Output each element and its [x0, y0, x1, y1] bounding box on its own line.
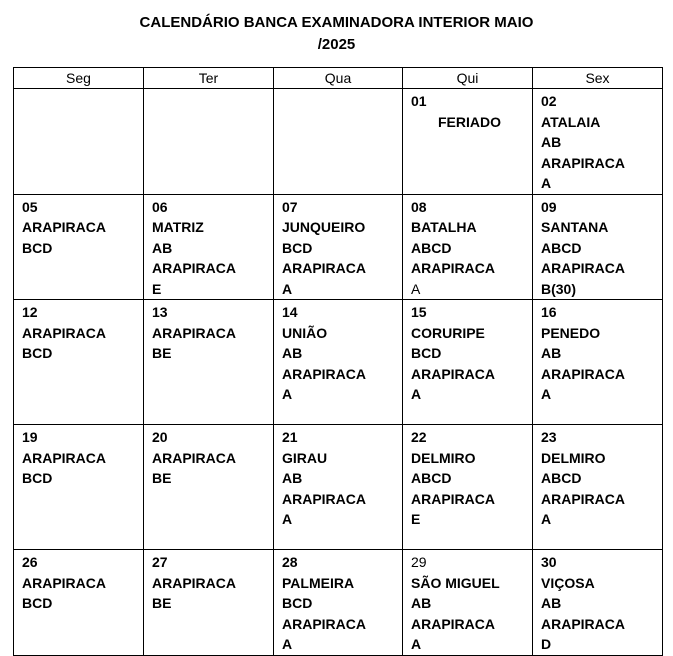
day-cell — [403, 300, 533, 425]
day-location: PENEDO — [541, 324, 601, 341]
day-number: 05 — [22, 198, 38, 215]
day-number: 14 — [282, 304, 298, 320]
day-location: CORURIPE — [411, 324, 485, 341]
day-groups: AB — [282, 345, 303, 361]
day-secondary-group: A — [541, 511, 552, 527]
title-line-2: /2025 — [317, 36, 356, 53]
day-location: ARAPIRACA — [22, 219, 106, 235]
day-cell — [274, 194, 403, 300]
day-groups: BCD — [282, 595, 313, 611]
day-location: MATRIZ — [152, 219, 204, 235]
day-secondary-location: ARAPIRACA — [541, 490, 625, 507]
day-groups: BCD — [22, 470, 53, 486]
page-title — [0, 12, 673, 56]
day-groups: AB — [541, 595, 562, 611]
day-secondary-location: ARAPIRACA — [411, 365, 495, 382]
day-location: ARAPIRACA — [152, 574, 236, 591]
week-row-2 — [14, 194, 663, 300]
day-secondary-location: ARAPIRACA — [411, 615, 495, 632]
day-cell — [274, 89, 403, 195]
day-note: FERIADO — [438, 113, 501, 130]
day-cell — [533, 550, 663, 656]
weekday-header-seg: Seg — [14, 68, 144, 89]
day-groups: BCD — [22, 345, 53, 361]
week-row-4 — [14, 425, 663, 550]
day-number: 20 — [152, 429, 168, 445]
day-groups: AB — [411, 595, 432, 611]
day-secondary-location: ARAPIRACA — [541, 154, 625, 171]
day-groups: AB — [282, 470, 303, 486]
day-cell — [144, 194, 274, 300]
day-secondary-location: ARAPIRACA — [411, 260, 495, 276]
day-location: ARAPIRACA — [22, 574, 106, 591]
day-secondary-group: A — [411, 280, 421, 297]
day-cell — [533, 300, 663, 425]
weekday-header-sex: Sex — [533, 68, 663, 89]
day-secondary-location: ARAPIRACA — [152, 260, 236, 276]
day-secondary-group: A — [282, 636, 293, 652]
day-cell — [14, 550, 144, 656]
day-location: SANTANA — [541, 219, 609, 235]
day-secondary-location: ARAPIRACA — [282, 490, 366, 507]
day-location: DELMIRO — [411, 449, 476, 466]
day-location: DELMIRO — [541, 449, 606, 466]
title-line-1: CALENDÁRIO BANCA EXAMINADORA INTERIOR MAIO — [139, 14, 534, 31]
day-number: 01 — [411, 93, 427, 109]
day-number: 28 — [282, 554, 298, 570]
day-secondary-location: ARAPIRACA — [282, 615, 366, 632]
week-row-5 — [14, 550, 663, 656]
day-secondary-group: D — [541, 636, 552, 652]
day-number: 21 — [282, 429, 298, 445]
weekday-header-qua: Qua — [274, 68, 403, 89]
day-cell — [533, 89, 663, 195]
day-cell — [403, 425, 533, 550]
weekday-header-row — [14, 68, 663, 89]
week-row-3 — [14, 300, 663, 425]
day-groups: BCD — [282, 239, 313, 256]
day-number: 07 — [282, 198, 298, 215]
day-secondary-group: A — [411, 386, 422, 402]
day-cell — [14, 194, 144, 300]
day-location: ATALAIA — [541, 113, 601, 130]
day-number: 09 — [541, 198, 557, 215]
day-number: 08 — [411, 198, 427, 215]
day-secondary-location: ARAPIRACA — [541, 260, 625, 276]
day-cell — [144, 300, 274, 425]
day-groups: BCD — [22, 239, 53, 256]
day-location: SÃO MIGUEL — [411, 574, 500, 591]
day-secondary-location: ARAPIRACA — [282, 260, 366, 276]
day-number: 06 — [152, 198, 168, 215]
day-number: 23 — [541, 429, 557, 445]
day-secondary-group: E — [411, 511, 421, 527]
day-cell — [14, 300, 144, 425]
day-secondary-group: A — [282, 511, 293, 527]
day-secondary-group: E — [152, 280, 162, 297]
day-number: 16 — [541, 304, 557, 320]
day-groups: ABCD — [411, 470, 452, 486]
day-secondary-group: A — [541, 175, 552, 191]
day-secondary-location: ARAPIRACA — [282, 365, 366, 382]
weekday-header-ter: Ter — [144, 68, 274, 89]
day-secondary-group: B(30) — [541, 280, 577, 297]
day-location: PALMEIRA — [282, 574, 355, 591]
day-cell — [144, 550, 274, 656]
day-secondary-location: ARAPIRACA — [541, 615, 625, 632]
day-cell — [274, 550, 403, 656]
day-secondary-group: A — [282, 386, 293, 402]
day-number: 30 — [541, 554, 557, 570]
day-groups: BE — [152, 595, 172, 611]
day-cell — [274, 425, 403, 550]
day-cell — [144, 425, 274, 550]
day-groups: ABCD — [411, 239, 452, 256]
day-secondary-location: ARAPIRACA — [411, 490, 495, 507]
day-location: ARAPIRACA — [22, 449, 106, 466]
day-location: GIRAU — [282, 449, 328, 466]
day-location: ARAPIRACA — [22, 324, 106, 341]
day-number: 26 — [22, 554, 38, 570]
day-location: BATALHA — [411, 219, 477, 235]
day-groups: BCD — [411, 345, 442, 361]
weekday-header-qui: Qui — [403, 68, 533, 89]
day-number: 22 — [411, 429, 427, 445]
day-cell — [14, 89, 144, 195]
day-cell — [403, 89, 533, 195]
day-secondary-group: A — [541, 386, 552, 402]
day-groups: BCD — [22, 595, 53, 611]
day-secondary-group: A — [282, 280, 293, 297]
day-number: 02 — [541, 93, 557, 109]
day-groups: AB — [541, 345, 562, 361]
day-location: JUNQUEIRO — [282, 219, 366, 235]
day-groups: ABCD — [541, 470, 582, 486]
day-number: 27 — [152, 554, 168, 570]
day-number: 29 — [411, 554, 427, 570]
day-cell — [533, 194, 663, 300]
day-groups: BE — [152, 470, 172, 486]
day-cell — [144, 89, 274, 195]
day-number: 13 — [152, 304, 168, 320]
day-number: 19 — [22, 429, 38, 445]
day-number: 12 — [22, 304, 38, 320]
day-cell — [533, 425, 663, 550]
day-groups: AB — [152, 239, 173, 256]
calendar-table — [13, 67, 663, 656]
day-location: ARAPIRACA — [152, 449, 236, 466]
day-groups: AB — [541, 134, 562, 150]
day-location: UNIÃO — [282, 324, 328, 341]
day-cell — [403, 194, 533, 300]
day-groups: ABCD — [541, 239, 582, 256]
day-location: ARAPIRACA — [152, 324, 236, 341]
week-row-1 — [14, 89, 663, 195]
day-secondary-group: A — [411, 636, 422, 652]
day-cell — [14, 425, 144, 550]
day-secondary-location: ARAPIRACA — [541, 365, 625, 382]
day-groups: BE — [152, 345, 172, 361]
day-cell — [403, 550, 533, 656]
day-location: VIÇOSA — [541, 574, 595, 591]
day-cell — [274, 300, 403, 425]
day-number: 15 — [411, 304, 427, 320]
